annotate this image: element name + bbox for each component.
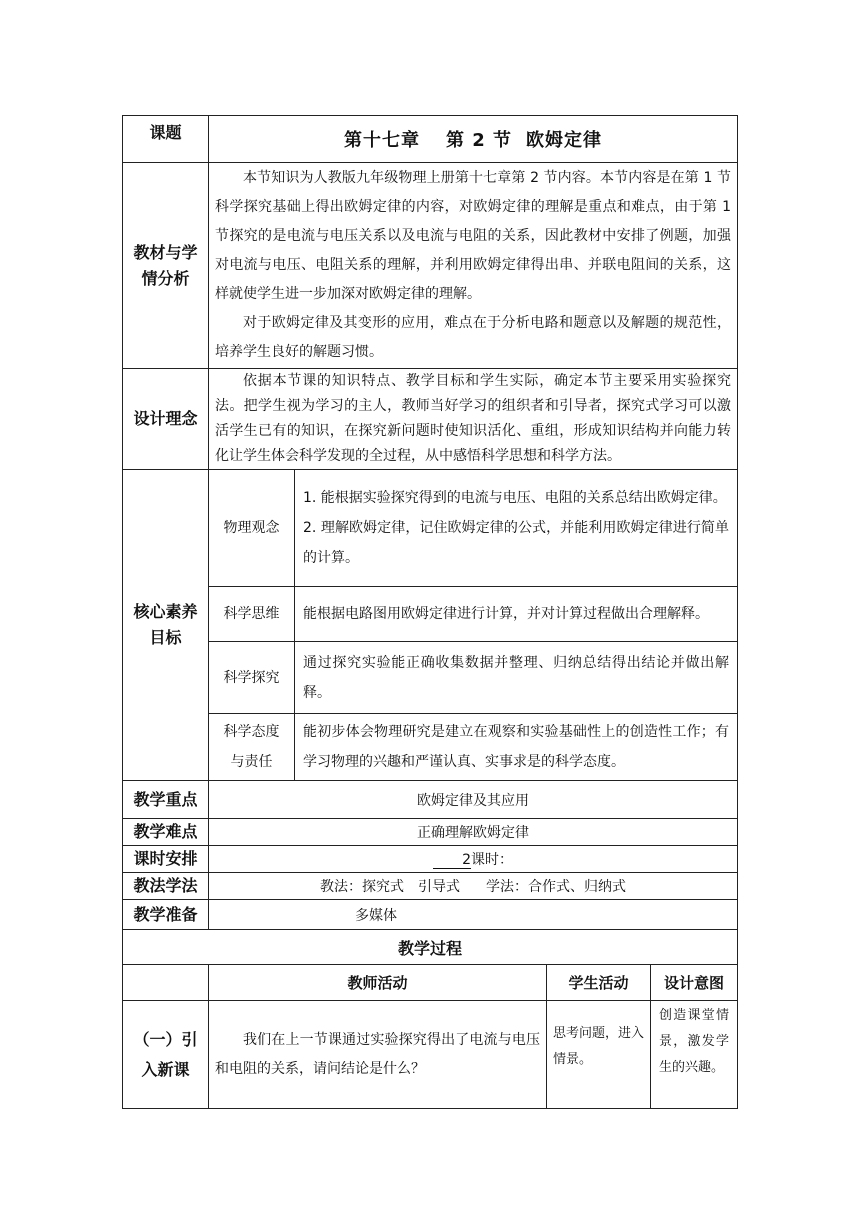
method-cell <box>209 873 738 900</box>
key-text: 欧姆定律及其应用 <box>209 781 738 819</box>
design-label: 设计理念 <box>123 369 209 470</box>
analysis-paragraph-1: 本节知识为人教版九年级物理上册第十七章第 2 节内容。本节内容是在第 1 节科学探究基础上得出欧姆定律的内容，对欧姆定律的理解是重点和难点，由于第 1 节探究的是电流与电压关系以及电流与电阻的关系，因此教材中安排了例题，加强对电流与电压、电阻关系的理解，并利用欧姆定律得出串、并联电阻间的关系，这样就使学生进一步加深对欧姆定律的理解。 <box>215 170 731 302</box>
core-item-text: 通过探究实验能正确收集数据并整理、归纳总结得出结论并做出解释。 <box>295 642 738 714</box>
core-label: 核心素养目标 <box>123 470 209 781</box>
process-header-blank <box>123 965 209 1001</box>
method-learn: 学法：合作式、归纳式 <box>486 879 626 895</box>
core-item-label: 科学思维 <box>209 587 295 642</box>
col-student: 学生活动 <box>547 965 651 1001</box>
hours-cell <box>209 846 738 873</box>
step1-label: （一）引入新课 <box>123 1001 209 1109</box>
title-section: 第 2 节 <box>445 130 513 151</box>
title-name: 欧姆定律 <box>526 130 603 151</box>
step1-student-cell <box>547 1001 651 1109</box>
prep-label: 教学准备 <box>123 900 209 930</box>
prep-cell <box>209 900 738 930</box>
core-item-text: 能初步体会物理研究是建立在观察和实验基础性上的创造性工作；有学习物理的兴趣和严谨认真、实事求是的科学态度。 <box>295 714 738 781</box>
hours-unit: 课时： <box>471 852 513 868</box>
key-label: 教学重点 <box>123 781 209 819</box>
hours-value: 2 <box>433 852 471 869</box>
core-item-text <box>295 470 738 587</box>
analysis-cell <box>209 163 738 369</box>
difficulty-text: 正确理解欧姆定律 <box>209 819 738 846</box>
analysis-paragraph-2: 对于欧姆定律及其变形的应用，难点在于分析电路和题意以及解题的规范性，培养学生良好的解题习惯。 <box>215 315 731 360</box>
design-text: 依据本节课的知识特点、教学目标和学生实际，确定本节主要采用实验探究法。把学生视为学习的主人，教师当好学习的组织者和引导者，探究式学习可以激活学生已有的知识，在探究新问题时使知识活化、重组，形成知识结构并向能力转化让学生体会科学发现的全过程，从中感悟科学思想和科学方法。 <box>215 373 731 464</box>
step1-teacher: 我们在上一节课通过实验探究得出了电流与电压和电阻的关系，请问结论是什么？ <box>215 1031 540 1077</box>
core-item-label: 科学态度与责任 <box>209 714 295 781</box>
difficulty-label: 教学难点 <box>123 819 209 846</box>
hours-label: 课时安排 <box>123 846 209 873</box>
core-item-text: 能根据电路图用欧姆定律进行计算，并对计算过程做出合理解释。 <box>295 587 738 642</box>
step1-intent: 创造课堂情景，激发学生的兴趣。 <box>659 1008 729 1075</box>
core-item-label: 物理观念 <box>209 470 295 587</box>
col-intent: 设计意图 <box>651 965 738 1001</box>
col-teacher: 教师活动 <box>209 965 547 1001</box>
process-title: 教学过程 <box>123 930 738 965</box>
core-item-label: 科学探究 <box>209 642 295 714</box>
method-label: 教法学法 <box>123 873 209 900</box>
method-guide: 引导式 <box>418 879 460 895</box>
step1-student: 思考问题，进入情景。 <box>553 1026 645 1067</box>
design-cell <box>209 369 738 470</box>
analysis-label: 教材与学情分析 <box>123 163 209 369</box>
lesson-plan-table <box>122 115 738 1109</box>
lesson-plan <box>122 115 737 1109</box>
lesson-title <box>209 116 738 163</box>
topic-label: 课题 <box>123 116 209 163</box>
step1-intent-cell <box>651 1001 738 1109</box>
core-physics-1: 1. 能根据实验探究得到的电流与电压、电阻的关系总结出欧姆定律。 <box>303 490 727 506</box>
prep-text: 多媒体 <box>355 907 397 924</box>
method-teach: 教法：探究式 <box>320 879 404 895</box>
title-chapter: 第十七章 <box>343 130 420 151</box>
core-physics-2: 2. 理解欧姆定律，记住欧姆定律的公式，并能利用欧姆定律进行简单的计算。 <box>303 520 729 566</box>
step1-teacher-cell <box>209 1001 547 1109</box>
